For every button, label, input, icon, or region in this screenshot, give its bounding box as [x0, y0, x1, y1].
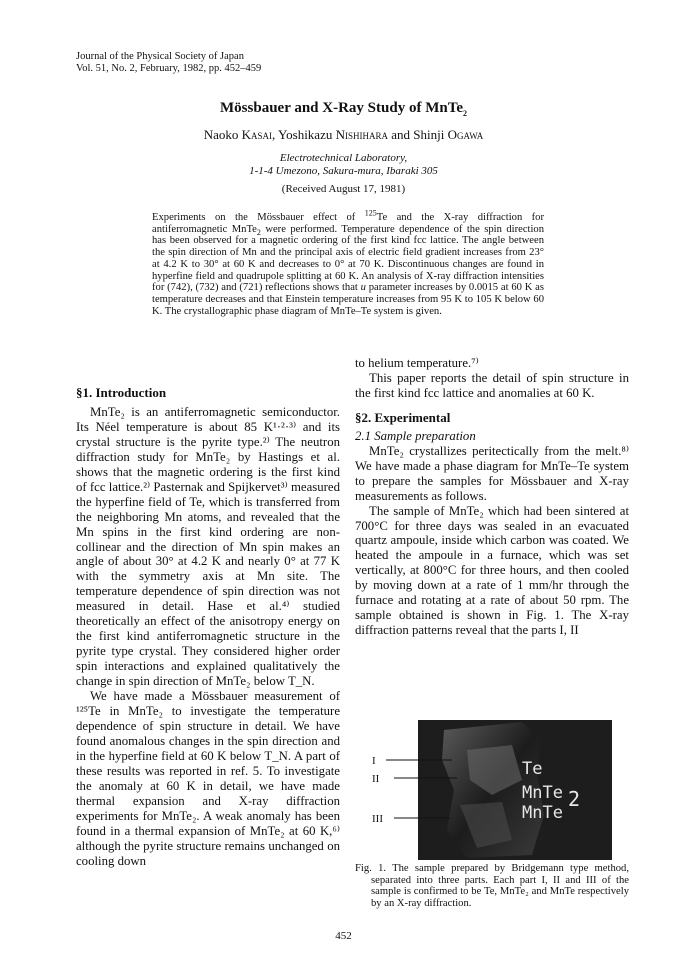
- page-number: 452: [335, 930, 352, 942]
- paragraph: to helium temperature.⁷⁾: [355, 356, 479, 370]
- sample-photo: [372, 720, 612, 860]
- paragraph: The sample of MnTe₂ which had been sintered at 700°C for three days was sealed in an evacuated quartz ampoule, inside which carbon was coated. We heated the ampoule in a furnace, which was set vertically, at 800°C for three hours, and then cooled by moving down at a rate of 1 mm/hr through the furnace and rotating at a rate of about 50 rpm. The sample obtained is shown in Fig. 1. The X-ray diffraction patterns reveal that the parts I, II: [355, 503, 629, 638]
- affiliation-line: Electrotechnical Laboratory,: [279, 152, 408, 164]
- paragraph: This paper reports the detail of spin structure in the first kind fcc lattice and anomalies at 60 K.: [355, 370, 629, 400]
- abstract-variable: u: [360, 282, 366, 294]
- tag-subscript: 2: [568, 787, 581, 811]
- abstract: [152, 208, 545, 317]
- abstract-text: were performed. Temperature dependence of the spin direction has been observed for a magnetic ordering of the first kind fcc lattice. The angle between the spin direction of Mn and the principal axis of electric field gradient increases from 23° at 4.2 K to 30° at 60 K and decreases to 0° at 70 K. Discontinuous changes are found in hyperfine field and quadrupole splitting at 60 K. An analysis of X-ray diffraction intensities for (742), (732) and (721) reflections shows that: [152, 223, 545, 294]
- label-III: III: [372, 813, 383, 825]
- author-family: Ogawa: [447, 127, 484, 142]
- subsection-heading: 2.1 Sample preparation: [355, 428, 476, 443]
- abstract-text: parameter increases by 0.0015 at 60 K as temperature decreases and that Einstein temperature increases from 95 K to 105 K below 60 K. The crystallographic phase diagram of MnTe–Te system is given.: [152, 282, 544, 317]
- paper-title: [0, 100, 687, 117]
- title-subscript: 2: [462, 109, 467, 118]
- section-heading: §1. Introduction: [76, 385, 167, 400]
- left-column: [76, 386, 340, 869]
- abstract-text: Te and the X-ray diffraction for antiferromagnetic MnTe: [152, 212, 544, 235]
- paragraph: MnTe₂ is an antiferromagnetic semiconductor. Its Néel temperature is about 85 K¹·²·³⁾ and its crystal structure is the pyrite type.²⁾ The neutron diffraction study for MnTe₂ by Hastings et al. shows that the magnetic ordering is the first kind of fcc lattice.²⁾ Pasternak and Spijkervet³⁾ measured the hyperfine field of Te, which is transferred from the neighboring Mn atoms, and revealed that the Mn spins in the first kind ordering are non-collinear and the direction of Mn spin makes an angle of about 30° at 4.2 K and nearly 0° at 77 K with the symmetry axis at Mn site. The temperature dependence of spin direction was not measured in detail. Hase et al.⁴⁾ studied theoretically an effect of the anisotropy energy on the first kind antiferromagnetic structure in the pyrite type crystal. They considered higher order spin interactions and explained qualitatively the change in spin direction of MnTe₂ below T_N.: [76, 404, 340, 689]
- journal-volume: Vol. 51, No. 2, February, 1982, pp. 452–459: [76, 63, 262, 74]
- affiliation-line: 1-1-4 Umezono, Sakura-mura, Ibaraki 305: [249, 165, 438, 177]
- figure-caption: [355, 863, 629, 910]
- label-I: I: [372, 755, 376, 767]
- label-II: II: [372, 773, 380, 785]
- section-heading: §2. Experimental: [355, 409, 451, 425]
- tag-mnte2-a: MnTe: [522, 783, 563, 803]
- author-list: [0, 127, 687, 143]
- paragraph: MnTe₂ crystallizes peritectically from the melt.⁸⁾ We have made a phase diagram for MnTe–Te system to prepare the samples for Mössbauer and X-ray measurements as follows.: [355, 443, 629, 503]
- tag-te: Te: [522, 759, 543, 779]
- author-given: and Shinji: [388, 127, 448, 142]
- figure-1: [372, 720, 612, 860]
- tag-mnte2-b: MnTe: [522, 803, 563, 823]
- abstract-text: Experiments on the Mössbauer effect of: [152, 212, 365, 223]
- journal-name: Journal of the Physical Society of Japan: [76, 51, 244, 62]
- title-main: Mössbauer and X-Ray Study of MnTe: [220, 100, 463, 116]
- journal-citation: [76, 51, 261, 75]
- author-family: Nishihara: [335, 127, 388, 142]
- received-date: (Received August 17, 1981): [281, 183, 406, 195]
- author-family: Kasai: [241, 127, 273, 142]
- formula-subscript: 2: [256, 227, 261, 237]
- affiliation: [0, 152, 687, 178]
- isotope-superscript: 125: [364, 208, 377, 218]
- paragraph: We have made a Mössbauer measurement of ¹²⁵Te in MnTe₂ to investigate the temperature dependence of spin structure in detail. We have found anomalous changes in the spin direction and in the hyperfine field at 60 K below T_N. A part of these results was reported in ref. 5. To investigate the anomaly at 60 K in detail, we have made thermal expansion and X-ray diffraction experiments for MnTe₂. A weak anomaly has been found in a thermal expansion of MnTe₂ at 60 K,⁶⁾ although the pyrite structure remains unchanged on cooling down: [76, 689, 340, 868]
- caption-text: Fig. 1. The sample prepared by Bridgemann type method, separated into three parts. Each part I, II and III of the sample is confirmed to be Te, MnTe₂ and MnTe respectively by an X-ray diffraction.: [355, 863, 629, 910]
- right-column: [355, 356, 629, 638]
- author-given: , Yoshikazu: [272, 127, 336, 142]
- author-given: Naoko: [203, 127, 242, 142]
